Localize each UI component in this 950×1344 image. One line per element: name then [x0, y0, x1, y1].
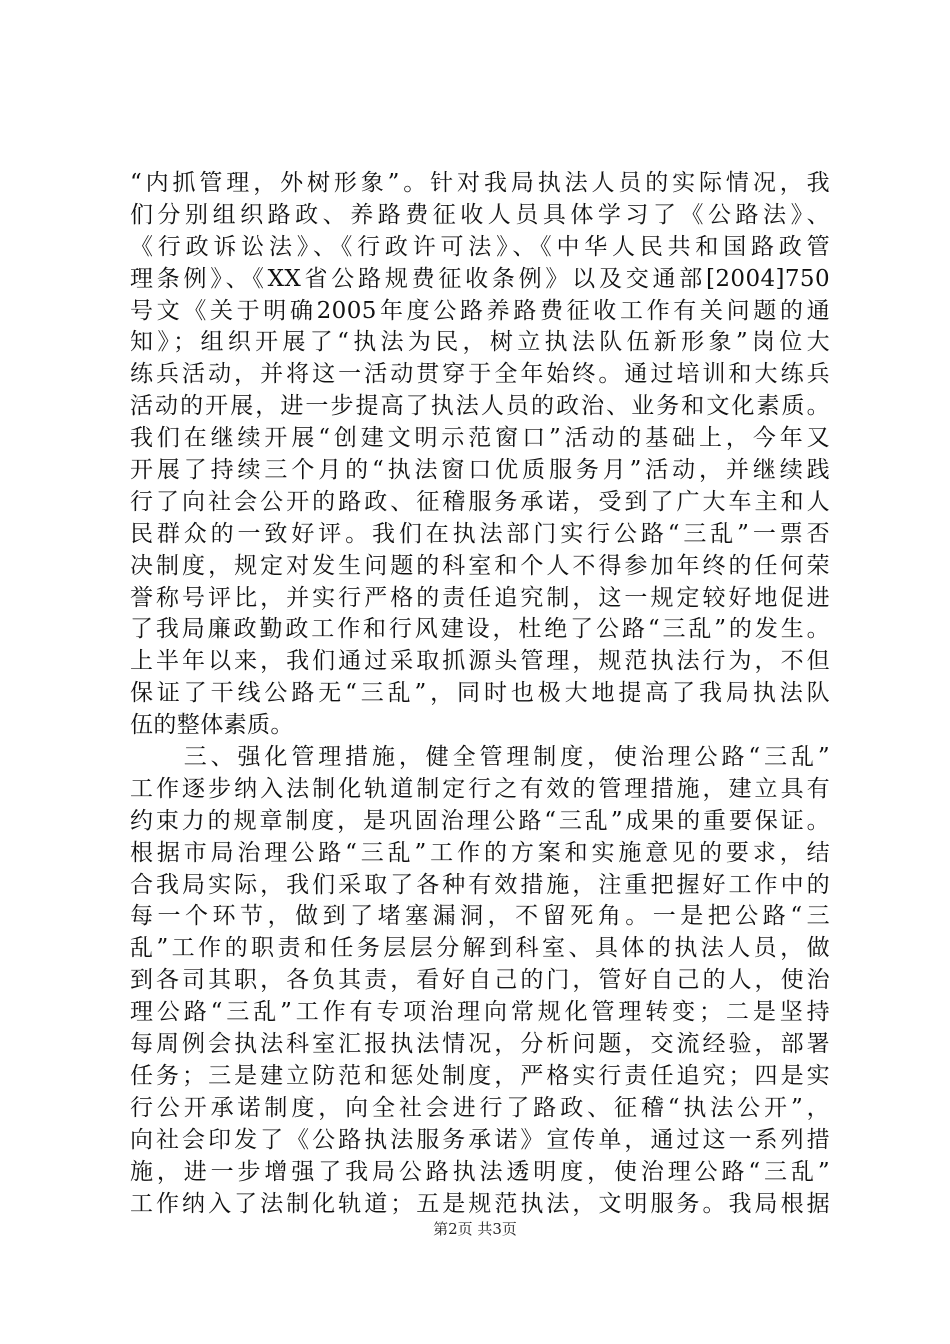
text-line: 誉称号评比，并实行严格的责任追究制，这一规定较好地促进	[130, 584, 830, 611]
text-line: 们分别组织路政、养路费征收人员具体学习了《公路法》、	[130, 201, 830, 228]
text-line: 施，进一步增强了我局公路执法透明度，使治理公路“三乱”	[130, 1158, 830, 1185]
text-line: 保证了干线公路无“三乱”，同时也极大地提高了我局执法队	[130, 680, 830, 707]
text-line: 任务；三是建立防范和惩处制度，严格实行责任追究；四是实	[130, 1062, 830, 1089]
text-line: 我们在继续开展“创建文明示范窗口”活动的基础上，今年又	[130, 425, 830, 452]
text-line: 开展了持续三个月的“执法窗口优质服务月”活动，并继续践	[130, 457, 830, 484]
text-line: 《行政诉讼法》、《行政许可法》、《中华人民共和国路政管	[130, 233, 830, 260]
text-line: 每一个环节，做到了堵塞漏洞，不留死角。一是把公路“三	[130, 903, 830, 930]
text-line: 知》；组织开展了“执法为民，树立执法队伍新形象”岗位大	[130, 329, 830, 356]
text-line: 活动的开展，进一步提高了执法人员的政治、业务和文化素质。	[130, 393, 830, 420]
text-line: “内抓管理，外树形象”。针对我局执法人员的实际情况，我	[130, 170, 830, 196]
text-line: 理公路“三乱”工作有专项治理向常规化管理转变；二是坚持	[130, 999, 830, 1026]
body-text	[130, 168, 830, 1220]
text-line: 根据市局治理公路“三乱”工作的方案和实施意见的要求，结	[130, 839, 830, 866]
text-line: 每周例会执法科室汇报执法情况，分析问题，交流经验，部署	[130, 1031, 830, 1058]
text-line: 伍的整体素质。	[130, 712, 294, 739]
text-line: 乱”工作的职责和任务层层分解到科室、具体的执法人员，做	[130, 935, 830, 962]
page-footer: 第2页 共3页	[433, 1220, 517, 1238]
text-line: 练兵活动，并将这一活动贯穿于全年始终。通过培训和大练兵	[130, 361, 830, 388]
text-line: 工作纳入了法制化轨道；五是规范执法，文明服务。我局根据	[130, 1190, 830, 1217]
text-line: 号文《关于明确2005年度公路养路费征收工作有关问题的通	[130, 297, 830, 324]
text-line: 到各司其职，各负其责，看好自己的门，管好自己的人，使治	[130, 967, 830, 994]
text-line: 决制度，规定对发生问题的科室和个人不得参加年终的任何荣	[130, 552, 830, 579]
text-line: 行公开承诺制度，向全社会进行了路政、征稽“执法公开”，	[130, 1094, 830, 1121]
text-line: 合我局实际，我们采取了各种有效措施，注重把握好工作中的	[130, 871, 830, 898]
text-line: 民群众的一致好评。我们在执法部门实行公路“三乱”一票否	[130, 520, 830, 547]
text-line: 约束力的规章制度，是巩固治理公路“三乱”成果的重要保证。	[130, 807, 830, 834]
text-line: 了我局廉政勤政工作和行风建设，杜绝了公路“三乱”的发生。	[130, 616, 830, 643]
text-line: 理条例》、《XX省公路规费征收条例》以及交通部[2004]750	[130, 265, 830, 292]
text-line: 上半年以来，我们通过采取抓源头管理，规范执法行为，不但	[130, 648, 830, 675]
text-line: 三、强化管理措施，健全管理制度，使治理公路“三乱”	[130, 744, 830, 771]
text-line: 工作逐步纳入法制化轨道制定行之有效的管理措施，建立具有	[130, 775, 830, 802]
text-line: 向社会印发了《公路执法服务承诺》宣传单，通过这一系列措	[130, 1126, 830, 1153]
text-line: 行了向社会公开的路政、征稽服务承诺，受到了广大车主和人	[130, 488, 830, 515]
